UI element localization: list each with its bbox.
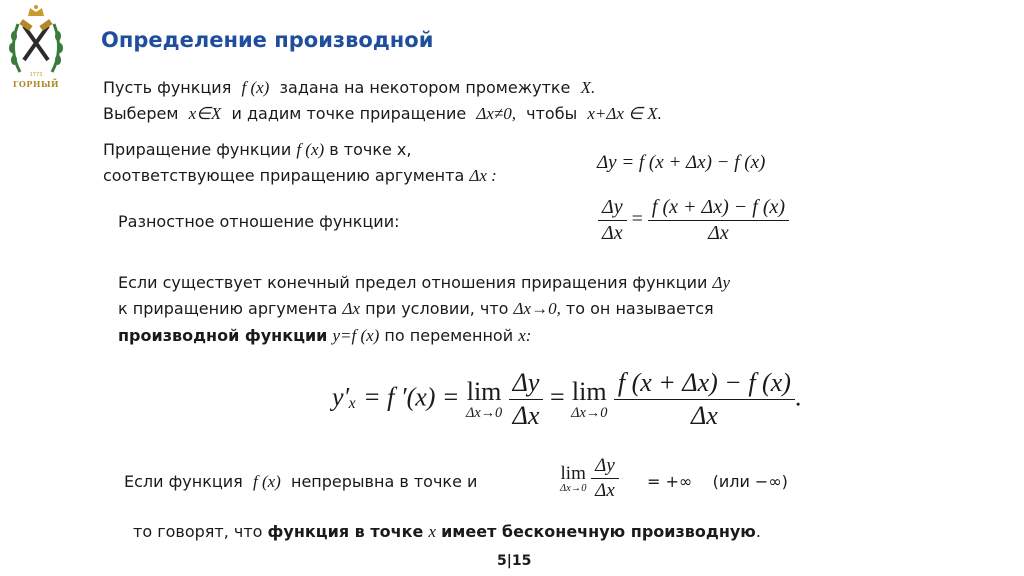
increment-symbol: Δy xyxy=(712,273,730,292)
conclusion-period: . xyxy=(755,522,761,541)
definition-line-1 xyxy=(118,273,730,293)
definition-bold-term: производной функции xyxy=(118,326,328,345)
fraction-numerator: f (x + Δx) − f (x) xyxy=(614,368,795,400)
fraction-denominator: Δx xyxy=(602,222,623,244)
infinite-text: Если функция xyxy=(124,472,243,491)
definition-line-2 xyxy=(118,299,714,319)
limit-operator: lim xyxy=(560,463,586,484)
fraction-numerator: f (x + Δx) − f (x) xyxy=(648,196,789,221)
increment-symbol: Δx xyxy=(342,299,361,318)
limit-operator: lim xyxy=(466,377,502,406)
derivative-lhs: y′ₓ = f ′(x) = xyxy=(332,382,460,412)
increment-text: Приращение функции xyxy=(103,140,292,159)
limit-subscript: Δx→0 xyxy=(465,405,503,421)
intro-text: и дадим точке приращение xyxy=(231,104,467,123)
fraction-numerator: Δy xyxy=(591,455,619,479)
infinite-limit-formula xyxy=(560,455,619,502)
equals-sign: = xyxy=(549,382,565,412)
limit-operator: lim xyxy=(571,377,607,406)
university-logo xyxy=(6,2,66,90)
conclusion-bold: имеет бесконечную производную xyxy=(441,522,756,541)
derivative-formula xyxy=(332,368,801,431)
increment-symbol: Δx : xyxy=(469,166,497,185)
equals-sign: = xyxy=(631,208,643,231)
fraction-denominator: Δx xyxy=(595,480,615,501)
definition-text: по переменной xyxy=(384,326,514,345)
function-symbol: f (x) xyxy=(241,78,270,97)
conclusion-text: то говорят, что xyxy=(133,522,263,541)
infinity-alternative: (или −∞) xyxy=(712,472,788,491)
intro-line-2 xyxy=(103,104,662,124)
fraction-numerator: Δy xyxy=(509,368,544,400)
limit-subscript: Δx→0 xyxy=(560,483,587,494)
intro-text: Выберем xyxy=(103,104,179,123)
page-number: 5|15 xyxy=(497,553,532,569)
infinity-result: = +∞ xyxy=(647,472,693,491)
fraction-denominator: Δx xyxy=(708,222,729,244)
function-formula: y=f (x) xyxy=(332,326,380,345)
definition-text: при условии, что xyxy=(365,299,509,318)
intro-text: задана на некотором промежутке xyxy=(279,78,571,97)
svg-text:1773: 1773 xyxy=(29,72,43,78)
definition-text: то он называется xyxy=(565,299,714,318)
variable-symbol: x xyxy=(428,522,436,541)
increment-symbol: Δx≠0, xyxy=(476,104,516,123)
shifted-point-formula: x+Δx ∈ X. xyxy=(587,104,662,123)
interval-symbol: X. xyxy=(580,78,596,97)
difference-formula xyxy=(598,196,789,245)
membership-formula: x∈X xyxy=(188,104,222,123)
svg-text:ГОРНЫЙ: ГОРНЫЙ xyxy=(12,79,60,89)
definition-line-3 xyxy=(118,326,531,346)
increment-text: в точке x, xyxy=(329,140,412,159)
formula-period: . xyxy=(794,382,802,412)
increment-line-1 xyxy=(103,140,411,160)
conclusion-line xyxy=(133,522,761,542)
intro-text: Пусть функция xyxy=(103,78,232,97)
fraction-denominator: Δx xyxy=(512,401,540,430)
increment-formula: Δy = f (x + Δx) − f (x) xyxy=(597,152,766,173)
conclusion-bold: функция в точке xyxy=(267,522,424,541)
definition-text: Если существует конечный предел отношения приращения функции xyxy=(118,273,708,292)
limit-subscript: Δx→0 xyxy=(571,405,608,421)
increment-text: соответствующее приращению аргумента xyxy=(103,166,465,185)
function-symbol: f (x) xyxy=(252,472,281,491)
page-title: Определение производной xyxy=(101,28,434,52)
limit-condition: Δx→0, xyxy=(513,299,561,318)
infinite-line-start xyxy=(124,472,477,492)
difference-label: Разностное отношение функции: xyxy=(118,212,400,231)
definition-text: к приращению аргумента xyxy=(118,299,338,318)
infinite-result xyxy=(647,472,788,491)
fraction-denominator: Δx xyxy=(690,401,718,430)
infinite-text: непрерывна в точке и xyxy=(291,472,478,491)
increment-line-2 xyxy=(103,166,497,186)
variable-symbol: x: xyxy=(518,326,532,345)
intro-line-1 xyxy=(103,78,595,98)
fraction-numerator: Δy xyxy=(598,196,627,221)
function-symbol: f (x) xyxy=(296,140,325,159)
intro-text: чтобы xyxy=(526,104,578,123)
